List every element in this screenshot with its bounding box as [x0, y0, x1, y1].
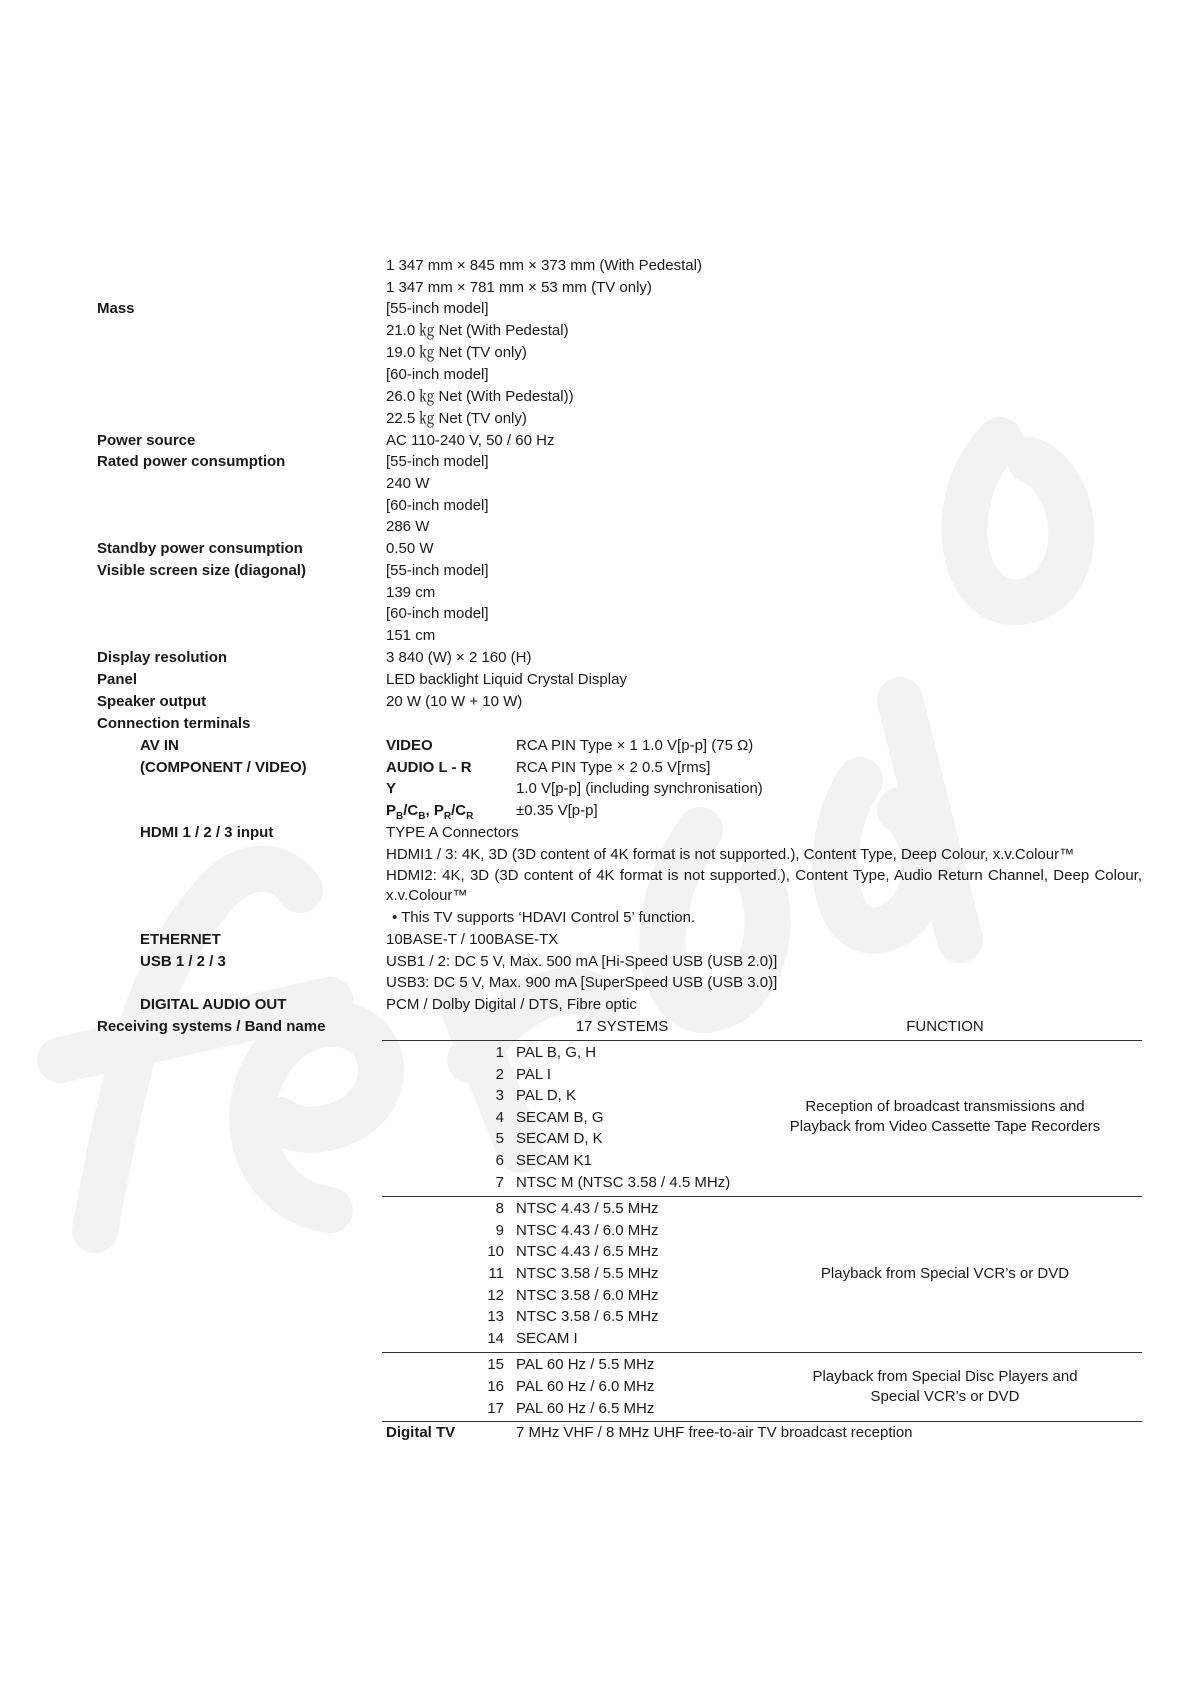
speaker-output-value: 20 W (10 W + 10 W): [386, 693, 523, 710]
table-rule: [382, 1421, 1142, 1422]
mass-label: Mass: [97, 300, 135, 317]
function-text: Playback from Special VCR’s or DVD: [820, 1265, 1070, 1282]
system-number: 11: [488, 1265, 504, 1282]
table-rule: [382, 1196, 1142, 1197]
system-number: 15: [487, 1356, 504, 1373]
system-number: 6: [495, 1152, 504, 1169]
system-name: NTSC 3.58 / 6.0 MHz: [516, 1287, 659, 1304]
usb-line: USB1 / 2: DC 5 V, Max. 500 mA [Hi-Speed USB (USB 2.0)]: [386, 953, 778, 970]
mass-line: 26.0 ㎏ Net (With Pedestal)): [386, 388, 574, 405]
system-number: 2: [495, 1066, 504, 1083]
screen-size-label: Visible screen size (diagonal): [97, 562, 306, 579]
systems-column-header: 17 SYSTEMS: [575, 1018, 669, 1035]
system-name: NTSC M (NTSC 3.58 / 4.5 MHz): [516, 1174, 731, 1191]
digital-tv-label: Digital TV: [386, 1424, 456, 1441]
function-text: Playback from Special Disc Players and Special VCR’s or DVD: [812, 1368, 1078, 1405]
screen-size-line: 139 cm: [386, 584, 436, 601]
power-source-value: AC 110-240 V, 50 / 60 Hz: [386, 432, 555, 449]
mass-line: [60-inch model]: [386, 366, 489, 383]
display-resolution-value: 3 840 (W) × 2 160 (H): [386, 649, 532, 666]
system-name: NTSC 4.43 / 6.0 MHz: [516, 1222, 659, 1239]
system-number: 8: [495, 1200, 504, 1217]
usb-label: USB 1 / 2 / 3: [140, 953, 226, 970]
rated-power-label: Rated power consumption: [97, 453, 286, 470]
mass-line: 21.0 ㎏ Net (With Pedestal): [386, 322, 569, 339]
system-number: 7: [495, 1174, 504, 1191]
function-column-header: FUNCTION: [906, 1018, 984, 1035]
hdmi-note: • This TV supports ‘HDAVI Control 5’ function.: [392, 909, 696, 926]
speaker-output-label: Speaker output: [97, 693, 207, 710]
system-name: PAL 60 Hz / 6.5 MHz: [516, 1400, 655, 1417]
hdmi-label: HDMI 1 / 2 / 3 input: [140, 824, 274, 841]
mass-line: [55-inch model]: [386, 300, 489, 317]
av-pbpr-key: $P_B/C_B$, $P_R/C_R$: [386, 802, 474, 822]
screen-size-line: [55-inch model]: [386, 562, 489, 579]
mass-line: 19.0 ㎏ Net (TV only): [386, 344, 527, 361]
dimensions-with-pedestal: 1 347 mm × 845 mm × 373 mm (With Pedestal): [386, 257, 702, 274]
system-name: NTSC 3.58 / 5.5 MHz: [516, 1265, 659, 1282]
panel-label: Panel: [97, 671, 138, 688]
system-name: PAL I: [516, 1066, 552, 1083]
av-video-value: RCA PIN Type × 1 1.0 V[p-p] (75 Ω): [516, 737, 754, 754]
usb-line: USB3: DC 5 V, Max. 900 mA [SuperSpeed USB (USB 3.0)]: [386, 974, 778, 991]
hdmi-line: TYPE A Connectors: [386, 824, 519, 841]
mass-line: 22.5 ㎏ Net (TV only): [386, 410, 527, 427]
av-pbpr-value: ±0.35 V[p-p]: [516, 802, 598, 819]
system-number: 5: [495, 1130, 504, 1147]
system-name: NTSC 4.43 / 6.5 MHz: [516, 1243, 659, 1260]
digital-audio-label: DIGITAL AUDIO OUT: [140, 996, 287, 1013]
system-name: SECAM I: [516, 1330, 578, 1347]
system-name: PAL B, G, H: [516, 1044, 597, 1061]
av-y-key: Y: [386, 780, 397, 797]
rated-power-line: 286 W: [386, 518, 430, 535]
power-source-label: Power source: [97, 432, 196, 449]
screen-size-line: 151 cm: [386, 627, 436, 644]
system-name: SECAM B, G: [516, 1109, 604, 1126]
screen-size-line: [60-inch model]: [386, 605, 489, 622]
system-number: 12: [487, 1287, 504, 1304]
system-number: 10: [487, 1243, 504, 1260]
digital-audio-value: PCM / Dolby Digital / DTS, Fibre optic: [386, 996, 637, 1013]
table-rule: [382, 1040, 1142, 1041]
rated-power-line: [55-inch model]: [386, 453, 489, 470]
system-number: 13: [487, 1308, 504, 1325]
rated-power-line: [60-inch model]: [386, 497, 489, 514]
system-number: 1: [495, 1044, 504, 1061]
standby-power-value: 0.50 W: [386, 540, 434, 557]
system-number: 14: [487, 1330, 504, 1347]
system-number: 4: [495, 1109, 504, 1126]
standby-power-label: Standby power consumption: [97, 540, 303, 557]
system-number: 16: [487, 1378, 504, 1395]
system-number: 3: [495, 1087, 504, 1104]
ethernet-label: ETHERNET: [140, 931, 221, 948]
digital-tv-value: 7 MHz VHF / 8 MHz UHF free-to-air TV broadcast reception: [516, 1424, 913, 1441]
ethernet-value: 10BASE-T / 100BASE-TX: [386, 931, 559, 948]
hdmi-line: HDMI2: 4K, 3D (3D content of 4K format is not supported.), Content Type, Audio Return Channel, Deep Colour, x.v.Colour™: [386, 867, 1142, 904]
av-in-label: AV IN: [140, 737, 179, 754]
system-number: 17: [487, 1400, 504, 1417]
receiving-systems-label: Receiving systems / Band name: [97, 1018, 326, 1035]
av-audio-value: RCA PIN Type × 2 0.5 V[rms]: [516, 759, 711, 776]
system-name: PAL D, K: [516, 1087, 577, 1104]
av-audio-key: AUDIO L - R: [386, 759, 472, 776]
system-name: SECAM K1: [516, 1152, 592, 1169]
connection-terminals-label: Connection terminals: [97, 715, 251, 732]
table-rule: [382, 1352, 1142, 1353]
display-resolution-label: Display resolution: [97, 649, 228, 666]
hdmi-line: HDMI1 / 3: 4K, 3D (3D content of 4K format is not supported.), Content Type, Deep Colour, x.v.Colour™: [386, 846, 1075, 863]
system-number: 9: [495, 1222, 504, 1239]
av-in-sublabel: (COMPONENT / VIDEO): [140, 759, 307, 776]
panel-value: LED backlight Liquid Crystal Display: [386, 671, 627, 688]
rated-power-line: 240 W: [386, 475, 430, 492]
system-name: NTSC 3.58 / 6.5 MHz: [516, 1308, 659, 1325]
system-name: PAL 60 Hz / 5.5 MHz: [516, 1356, 655, 1373]
av-video-key: VIDEO: [386, 737, 433, 754]
system-name: NTSC 4.43 / 5.5 MHz: [516, 1200, 659, 1217]
system-name: PAL 60 Hz / 6.0 MHz: [516, 1378, 655, 1395]
function-text: Reception of broadcast transmissions and Playback from Video Cassette Tape Recorders: [789, 1098, 1101, 1135]
dimensions-tv-only: 1 347 mm × 781 mm × 53 mm (TV only): [386, 279, 652, 296]
av-y-value: 1.0 V[p-p] (including synchronisation): [516, 780, 763, 797]
system-name: SECAM D, K: [516, 1130, 603, 1147]
